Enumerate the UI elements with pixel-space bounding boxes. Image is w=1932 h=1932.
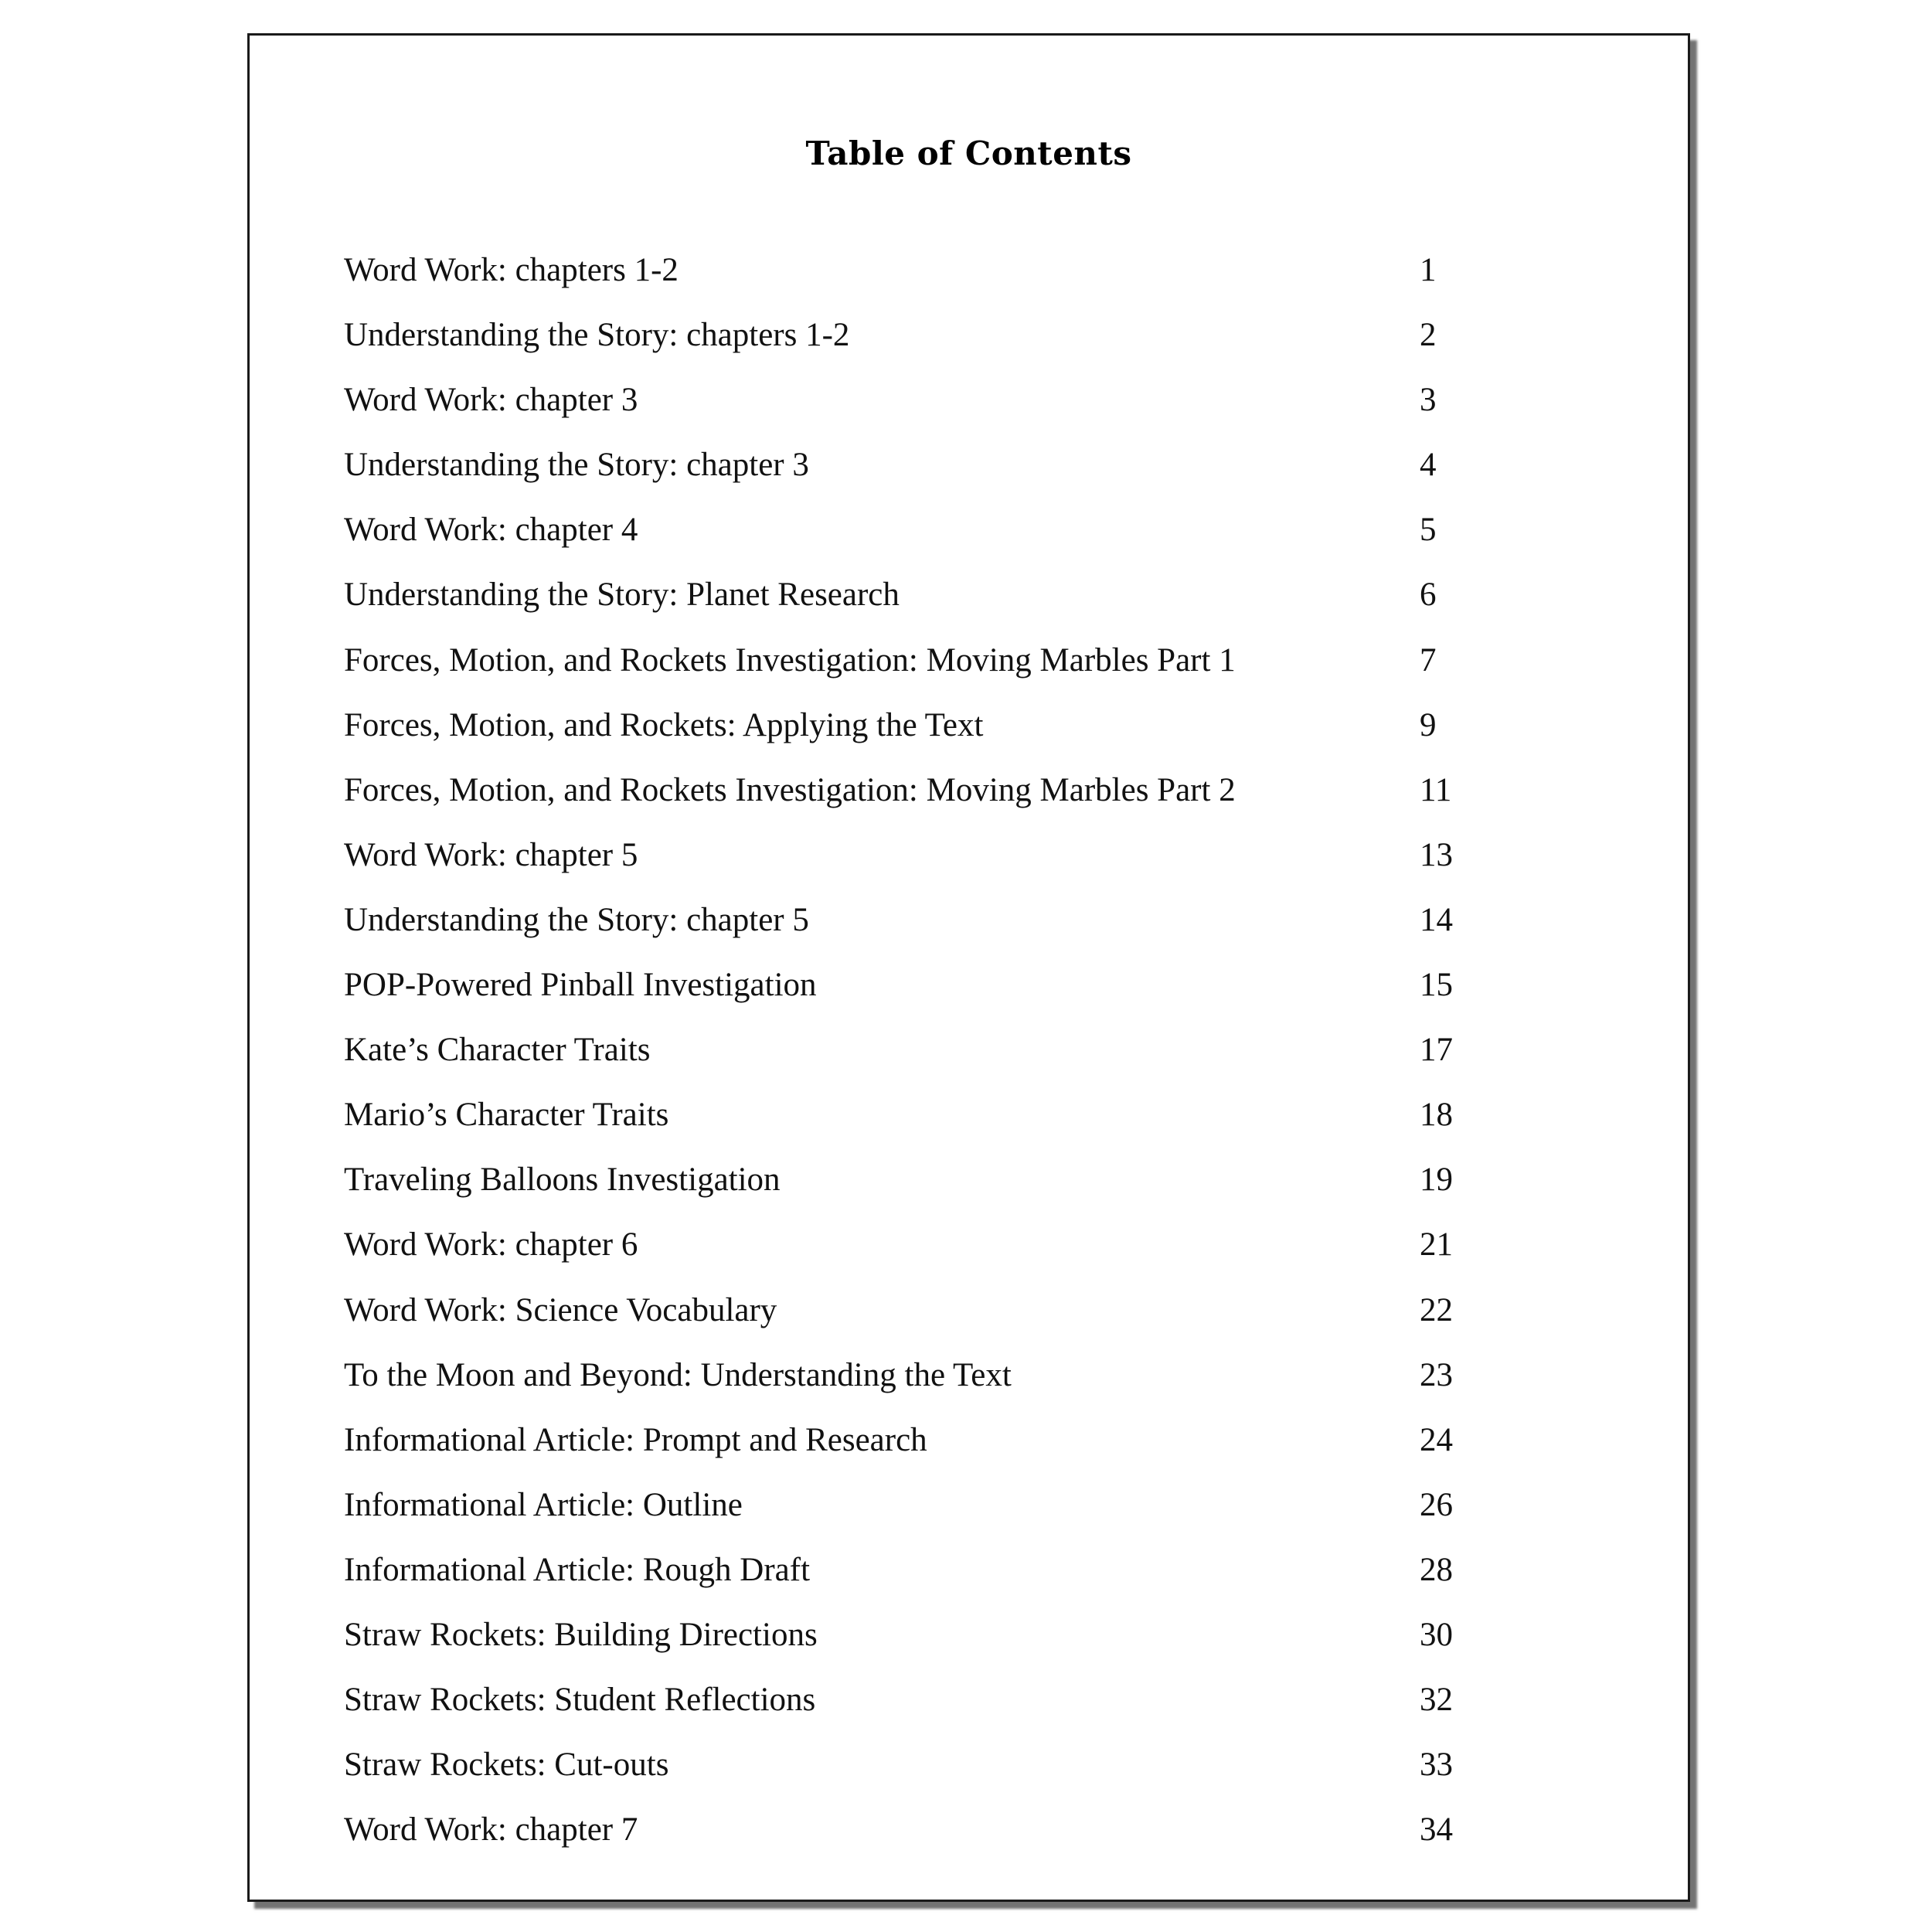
toc-entry <box>344 498 1549 563</box>
toc-entry <box>344 1473 1549 1538</box>
toc-entry-title: Straw Rockets: Student Reflections <box>344 1682 816 1719</box>
toc-entry-page: 2 <box>1420 317 1437 354</box>
toc-entry <box>344 693 1549 758</box>
toc-entry-title: Forces, Motion, and Rockets Investigation: Moving Marbles Part 1 <box>344 641 1236 679</box>
toc-entry-page: 7 <box>1420 641 1437 679</box>
toc-entry-title: Word Work: Science Vocabulary <box>344 1291 777 1328</box>
toc-entry-title: Word Work: chapters 1-2 <box>344 252 679 288</box>
toc-entry-title: Word Work: chapter 3 <box>344 382 638 419</box>
toc-entry <box>344 1148 1549 1213</box>
toc-entry-page: 32 <box>1420 1682 1453 1719</box>
toc-entry-title: Word Work: chapter 5 <box>344 836 638 873</box>
toc-entry-page: 14 <box>1420 901 1453 938</box>
toc-entry-title: Forces, Motion, and Rockets: Applying the Text <box>344 706 984 743</box>
toc-entry-page: 5 <box>1420 512 1437 549</box>
toc-entry <box>344 1668 1549 1733</box>
toc-entry-title: Word Work: chapter 6 <box>344 1226 638 1264</box>
toc-entry-page: 19 <box>1420 1162 1453 1199</box>
toc-entry-page: 18 <box>1420 1097 1453 1134</box>
toc-entry <box>344 238 1549 303</box>
toc-entry-page: 28 <box>1420 1551 1453 1588</box>
toc-entry <box>344 1083 1549 1148</box>
toc-entry-title: Forces, Motion, and Rockets Investigation: Moving Marbles Part 2 <box>344 771 1236 808</box>
toc-entry-title: Straw Rockets: Building Directions <box>344 1616 818 1653</box>
toc-entry <box>344 303 1549 368</box>
toc-entry <box>344 1343 1549 1408</box>
toc-entry-page: 11 <box>1420 771 1452 808</box>
toc-entry-page: 17 <box>1420 1032 1453 1069</box>
toc-entry-title: Informational Article: Outline <box>344 1486 743 1523</box>
toc-entry-title: Traveling Balloons Investigation <box>344 1162 781 1199</box>
page-title: Table of Contents <box>805 134 1132 172</box>
toc-entry <box>344 758 1549 823</box>
toc-entry-title: Understanding the Story: chapters 1-2 <box>344 317 850 354</box>
toc-entry <box>344 1213 1549 1277</box>
toc-entry-page: 34 <box>1420 1811 1453 1849</box>
toc-entry-page: 24 <box>1420 1421 1453 1458</box>
toc-entry-page: 21 <box>1420 1226 1453 1264</box>
toc-entry <box>344 1018 1549 1083</box>
toc-entry <box>344 1798 1549 1862</box>
toc-entry-page: 4 <box>1420 447 1437 484</box>
toc-entry-page: 1 <box>1420 252 1437 288</box>
toc-entry <box>344 1603 1549 1668</box>
toc-entry-page: 3 <box>1420 382 1437 419</box>
toc-entry-page: 26 <box>1420 1486 1453 1523</box>
toc-entry-title: Kate’s Character Traits <box>344 1032 651 1069</box>
toc-entry-title: POP-Powered Pinball Investigation <box>344 967 817 1004</box>
toc-entry-title: Word Work: chapter 4 <box>344 512 638 549</box>
toc-entry-title: Straw Rockets: Cut-outs <box>344 1747 669 1784</box>
toc-entry <box>344 888 1549 953</box>
toc-entry-page: 23 <box>1420 1356 1453 1393</box>
document-page <box>247 33 1690 1902</box>
toc-entry <box>344 823 1549 888</box>
toc-entry-page: 15 <box>1420 967 1453 1004</box>
toc-entry-page: 9 <box>1420 706 1437 743</box>
toc-entry-page: 13 <box>1420 836 1453 873</box>
toc-entry-title: Informational Article: Rough Draft <box>344 1551 811 1588</box>
toc-list <box>344 238 1549 1862</box>
toc-entry-page: 22 <box>1420 1291 1453 1328</box>
toc-entry-title: To the Moon and Beyond: Understanding the Text <box>344 1356 1012 1393</box>
toc-entry-page: 6 <box>1420 577 1437 614</box>
toc-entry-page: 33 <box>1420 1747 1453 1784</box>
toc-entry-title: Mario’s Character Traits <box>344 1097 669 1134</box>
toc-entry <box>344 433 1549 498</box>
toc-entry <box>344 1733 1549 1798</box>
toc-entry-page: 30 <box>1420 1616 1453 1653</box>
toc-entry <box>344 368 1549 433</box>
toc-entry-title: Understanding the Story: Planet Research <box>344 577 900 614</box>
toc-entry-title: Informational Article: Prompt and Research <box>344 1421 927 1458</box>
toc-entry <box>344 953 1549 1018</box>
toc-entry-title: Word Work: chapter 7 <box>344 1811 638 1849</box>
toc-entry-title: Understanding the Story: chapter 5 <box>344 901 809 938</box>
toc-entry-title: Understanding the Story: chapter 3 <box>344 447 809 484</box>
toc-entry <box>344 563 1549 628</box>
toc-entry <box>344 628 1549 693</box>
toc-entry <box>344 1278 1549 1343</box>
toc-entry <box>344 1408 1549 1473</box>
toc-entry <box>344 1538 1549 1603</box>
